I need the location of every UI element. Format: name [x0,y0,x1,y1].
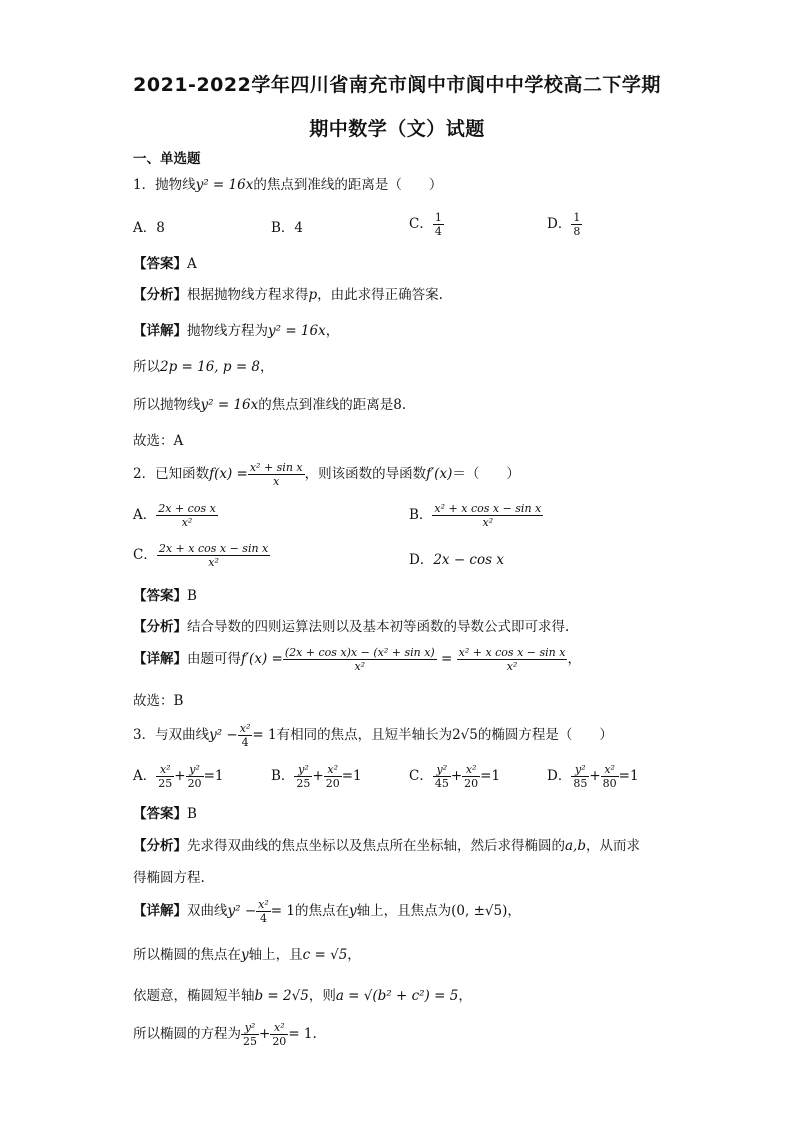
q3-detail-1: 【详解】双曲线y² − $\frac{\text{x²}}{4}$ = 1的焦点在y轴上，且焦点为(0, ±√5)， [133,898,521,925]
q1-analysis: 【分析】根据抛物线方程求得p，由此求得正确答案. [133,287,443,303]
q2-detail: 【详解】由题可得f′(x) = $\frac{\text{(2x + cos x)x − (x² + sin x)}}{\text{x²}}$ = $\frac{\text{x² + x cos x − sin x}}{\text{x²}}$ ， [133,646,581,673]
q3-detail-4: 所以椭圆的方程为 $\frac{\text{y²}}{25}$ + $\frac{\text{x²}}{20}$ = 1. [133,1021,317,1048]
q2-conclusion: 故选：B [133,693,184,709]
q2-analysis: 【分析】结合导数的四则运算法则以及基本初等函数的导数公式即可求得. [133,619,570,635]
q1-step1: 所以2p = 16, p = 8， [133,359,274,375]
q3-stem: 3．与双曲线y² − $\frac{\text{x²}}{4}$ = 1有相同的焦点，且短半轴长为2√5的椭圆方程是（ ） [133,722,613,749]
q1-number: 1． [133,177,156,193]
q3-option-a: A． $\frac{\text{x²}}{25}$ + $\frac{\text{y²}}{20}$ =1 [133,763,224,790]
q1-answer: 【答案】A [133,256,197,272]
q3-detail-3: 依题意，椭圆短半轴b = 2√5，则a = √(b² + c²) = 5， [133,988,472,1004]
q2-function-fraction: $\frac{\text{x² + sin x}}{x}$ [249,461,303,488]
q1-detail: 【详解】抛物线方程为y² = 16x， [133,323,340,339]
q3-option-d: D． $\frac{\text{y²}}{85}$ + $\frac{\text{x²}}{80}$ =1 [547,763,639,790]
q1-stem [133,175,442,195]
q2-option-b: B． $\frac{\text{x² + x cos x − sin x}}{\text{x²}}$ [409,502,542,529]
q2-option-c: C． $\frac{\text{2x + x cos x − sin x}}{\text{x²}}$ [133,542,269,569]
q1-stem-text-b: 的焦点到准线的距离是（ ） [253,177,443,193]
q1-option-c: C． $\frac{1}{4}$ [409,211,442,238]
q3-analysis: 【分析】先求得双曲线的焦点坐标以及焦点所在坐标轴，然后求得椭圆的a,b，从而求 [133,838,640,854]
q2-option-d: D．2x − cos x [409,552,504,568]
q2-function-lhs: f(x) = [209,466,248,482]
q3-analysis-cont: 得椭圆方程. [133,870,205,886]
q2-answer: 【答案】B [133,588,197,604]
section-title: 一、单选题 [133,151,201,167]
q1-step2: 所以抛物线y² = 16x的焦点到准线的距离是8. [133,397,407,413]
q1-option-d: D． $\frac{1}{8}$ [547,211,581,238]
q3-answer: 【答案】B [133,806,197,822]
q3-option-b: B． $\frac{\text{y²}}{25}$ + $\frac{\text{x²}}{20}$ =1 [271,763,362,790]
q1-stem-equation: y² = 16x [195,177,254,193]
q2-option-a: A． $\frac{\text{2x + cos x}}{\text{x²}}$ [133,502,216,529]
q1-stem-text-a: 抛物线 [155,177,196,193]
q1-option-b: B．4 [271,220,304,236]
page-title-line2: 期中数学（文）试题 [309,118,485,140]
q3-detail-2: 所以椭圆的焦点在y轴上，且c = √5， [133,947,361,963]
page-title-line1: 2021-2022学年四川省南充市阆中市阆中中学校高二下学期 [133,74,661,96]
q1-conclusion: 故选：A [133,433,184,449]
q1-option-a: A．8 [133,220,165,236]
q3-option-c: C． $\frac{\text{y²}}{45}$ + $\frac{\text{x²}}{20}$ =1 [409,763,501,790]
q2-stem: 2．已知函数f(x) = $\frac{\text{x² + sin x}}{x}$ ，则该函数的导函数f′(x)＝（ ） [133,461,520,488]
